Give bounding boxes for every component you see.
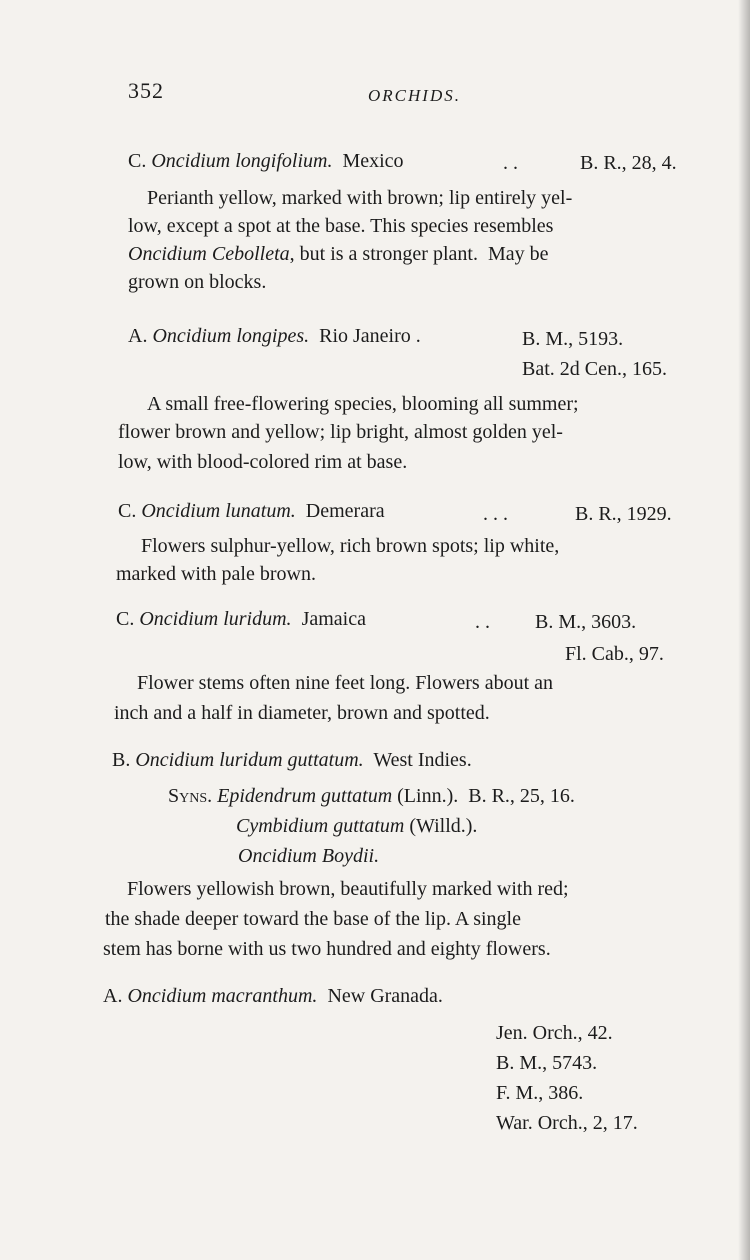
synonym-author: (Linn.). (397, 785, 459, 807)
dot-leader: . . (503, 152, 518, 174)
description-line: low, with blood-colored rim at base. (118, 451, 408, 473)
entry-heading (128, 150, 404, 173)
entry-grade: C. (128, 150, 147, 172)
locality: Jamaica (301, 608, 366, 630)
species-name: Oncidium macranthum. (127, 985, 318, 1007)
synonym-name: Cymbidium guttatum (236, 815, 405, 837)
reference: Jen. Orch., 42. (496, 1022, 613, 1044)
description-line: Flowers sulphur-yellow, rich brown spots; lip white, (141, 535, 560, 557)
locality: New Granada. (327, 985, 443, 1007)
description-line: the shade deeper toward the base of the lip. A single (105, 908, 521, 930)
page-number: 352 (128, 78, 164, 103)
synonym-name: Epidendrum guttatum (217, 785, 393, 807)
reference: F. M., 386. (496, 1082, 584, 1104)
entry-grade: C. (118, 500, 137, 522)
species-name: Oncidium lunatum. (141, 500, 296, 522)
species-name: Oncidium longifolium. (151, 150, 333, 172)
reference: B. R., 25, 16. (468, 785, 575, 807)
dot-leader: . . (475, 611, 490, 633)
synonym-line (238, 845, 379, 868)
entry-grade: C. (116, 608, 135, 630)
species-name-inline: Oncidium Cebolleta (128, 243, 290, 265)
entry-heading (112, 749, 472, 772)
page-edge-shadow (738, 0, 750, 1260)
reference: Fl. Cab., 97. (565, 643, 664, 665)
entry-grade: B. (112, 749, 131, 771)
description-line: Flowers yellowish brown, beautifully marked with red; (127, 878, 569, 900)
reference: War. Orch., 2, 17. (496, 1112, 638, 1134)
entry-grade: A. (103, 985, 123, 1007)
entry-heading (118, 500, 385, 523)
locality: Mexico (342, 150, 404, 172)
synonym-name: Oncidium Boydii. (238, 845, 380, 867)
description-line: low, except a spot at the base. This species resembles (128, 215, 554, 237)
synonyms-label: Syns. (168, 785, 213, 807)
entry-heading (128, 325, 421, 348)
reference: B. M., 3603. (535, 611, 637, 633)
species-name: Oncidium longipes. (152, 325, 310, 347)
description-line: flower brown and yellow; lip bright, almost golden yel- (118, 421, 563, 443)
entry-heading (116, 608, 366, 631)
locality: Rio Janeiro (319, 325, 411, 347)
description-line: grown on blocks. (128, 271, 267, 293)
description-line: inch and a half in diameter, brown and spotted. (114, 702, 490, 724)
synonym-line (236, 815, 477, 838)
locality: Demerara (305, 500, 385, 522)
description-line: Perianth yellow, marked with brown; lip entirely yel- (147, 187, 573, 209)
reference: B. M., 5193. (522, 328, 624, 350)
entry-heading (103, 985, 443, 1008)
description-line: A small free-flowering species, blooming all summer; (147, 393, 579, 415)
synonym-line (168, 785, 575, 808)
synonym-author: (Willd.). (409, 815, 478, 837)
description-line: stem has borne with us two hundred and eighty flowers. (103, 938, 551, 960)
reference: B. M., 5743. (496, 1052, 598, 1074)
reference: B. R., 1929. (575, 503, 672, 525)
reference: Bat. 2d Cen., 165. (522, 358, 667, 380)
reference: B. R., 28, 4. (580, 152, 677, 174)
species-name: Oncidium luridum. (139, 608, 292, 630)
dot-leader: . . . (483, 503, 508, 525)
dot-leader: . (415, 325, 421, 347)
description-line: Oncidium Cebolleta, but is a stronger plant. May be (128, 243, 549, 265)
running-title: ORCHIDS. (368, 86, 461, 105)
locality: West Indies. (373, 749, 472, 771)
species-name: Oncidium luridum guttatum. (135, 749, 364, 771)
description-line: marked with pale brown. (116, 563, 316, 585)
entry-grade: A. (128, 325, 148, 347)
description-line: Flower stems often nine feet long. Flowers about an (137, 672, 554, 694)
